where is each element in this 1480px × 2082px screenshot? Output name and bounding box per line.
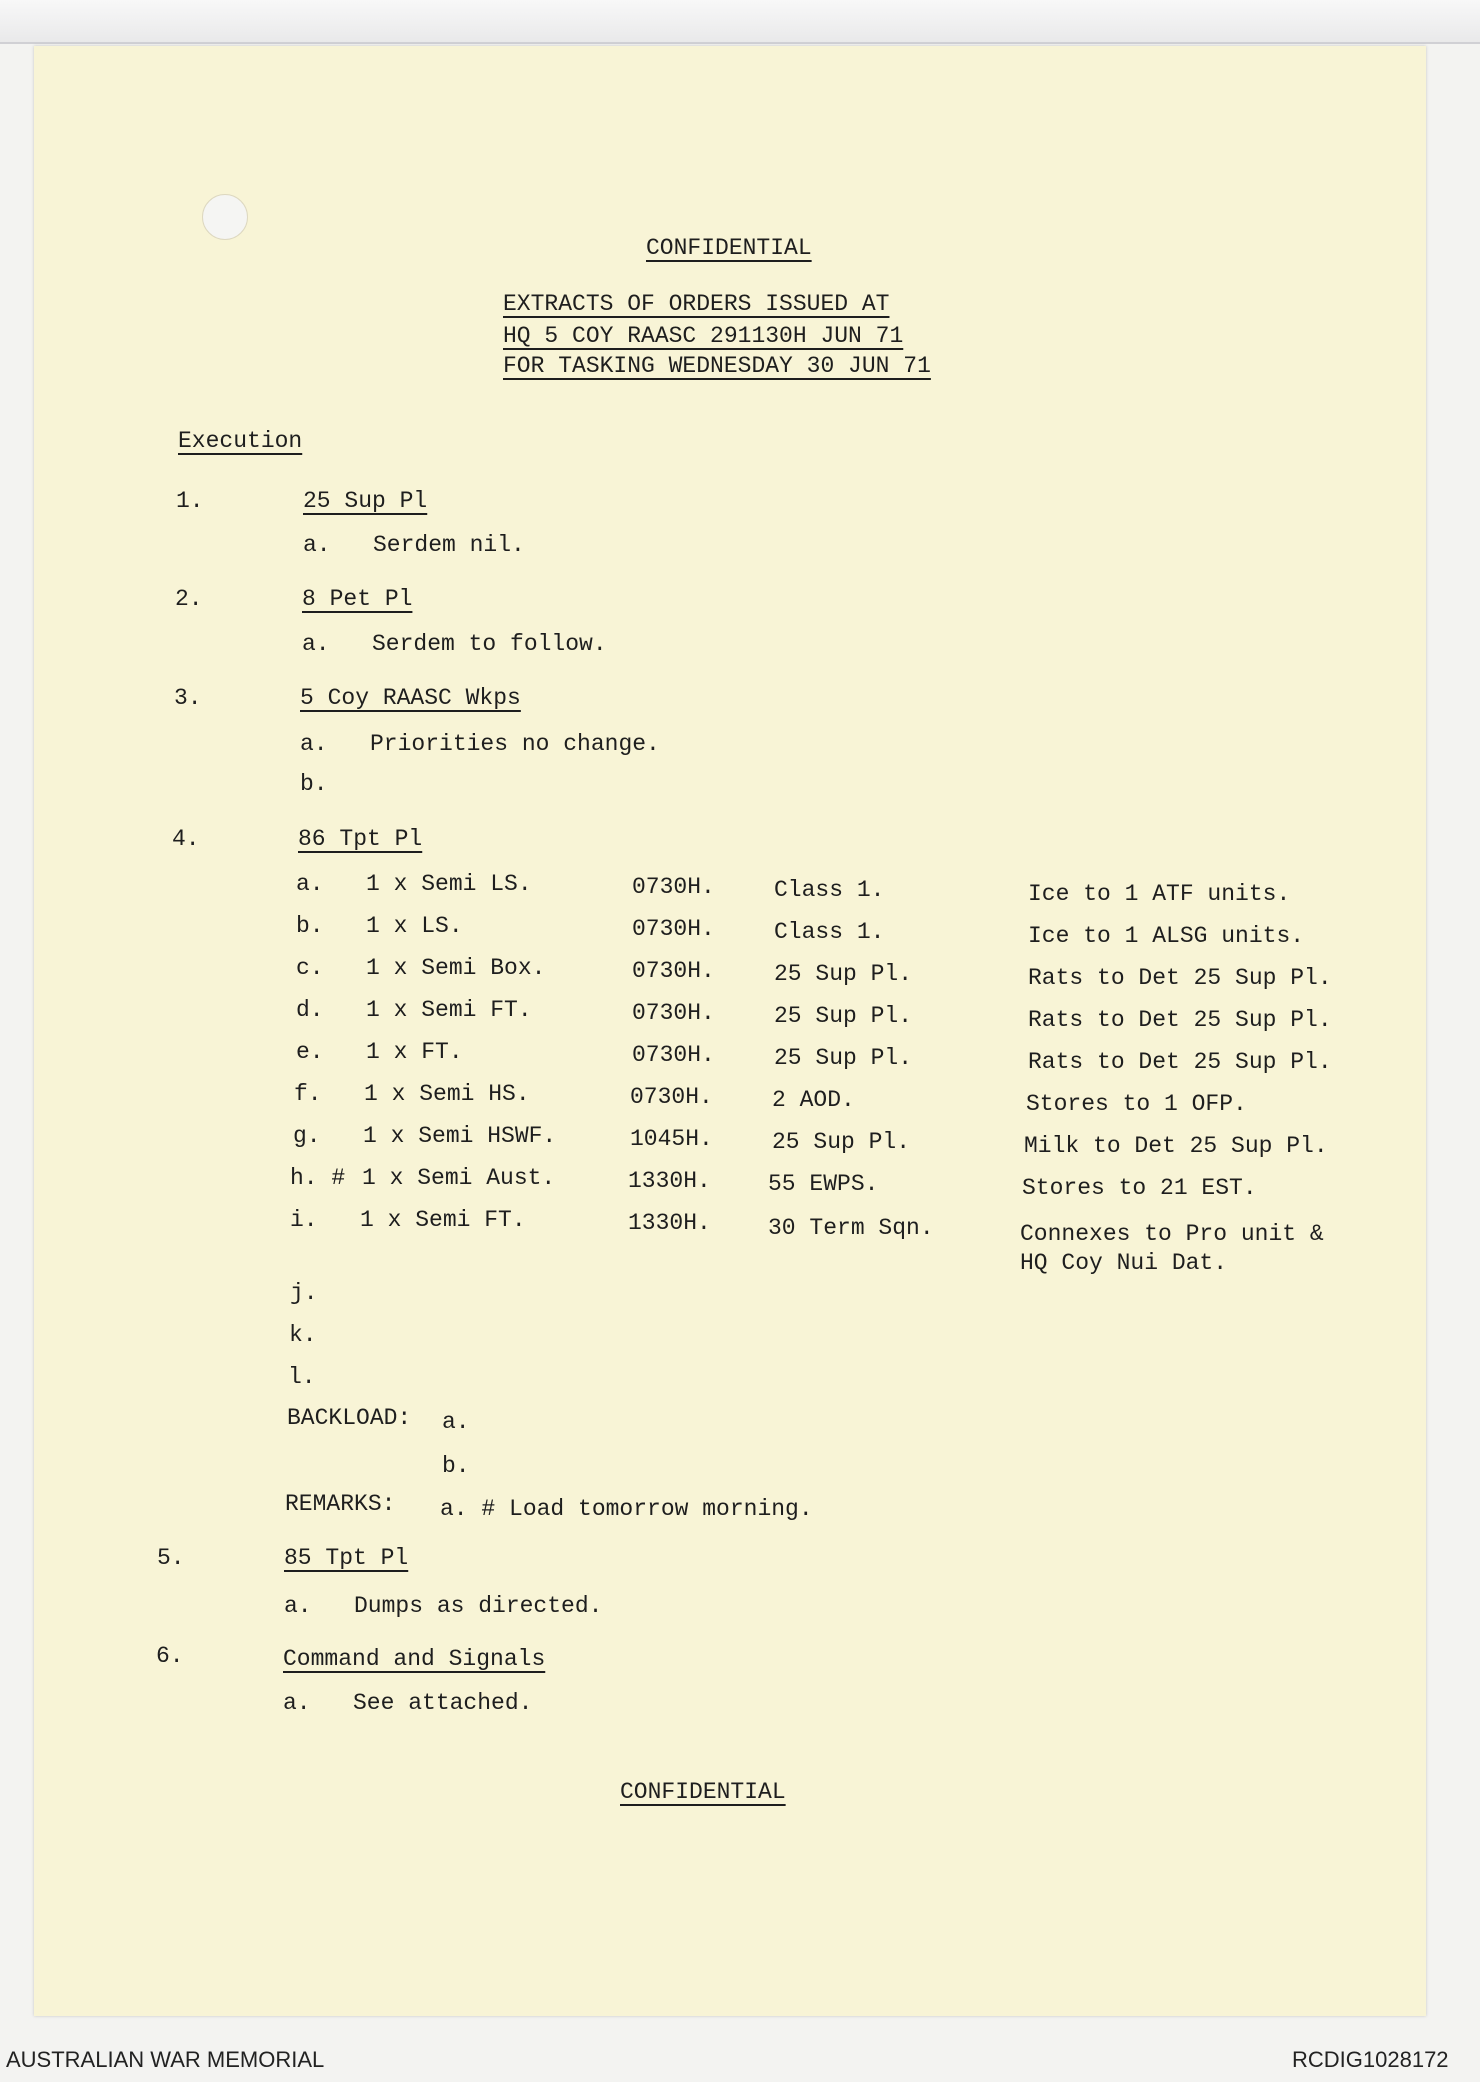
sub-text: Dumps as directed.	[354, 1593, 603, 1619]
task-time: 0730H.	[632, 958, 715, 984]
item-title: 85 Tpt Pl	[284, 1545, 409, 1571]
task-label: f.	[294, 1081, 322, 1107]
sub-label: a.	[300, 731, 328, 757]
task-label: i.	[290, 1207, 318, 1233]
task-source: 25 Sup Pl.	[774, 1045, 913, 1071]
task-time: 1330H.	[628, 1210, 711, 1236]
sub-label: a.	[303, 532, 331, 558]
backload-a: a.	[442, 1409, 470, 1435]
sub-text: Priorities no change.	[370, 731, 660, 757]
viewer-top-bar	[0, 0, 1480, 44]
remarks-text: a. # Load tomorrow morning.	[440, 1496, 813, 1522]
task-label: a.	[296, 871, 324, 897]
task-time: 0730H.	[630, 1084, 713, 1110]
task-source: Class 1.	[774, 877, 885, 903]
task-source: 2 AOD.	[772, 1087, 855, 1113]
item-number: 3.	[174, 685, 202, 711]
task-time: 0730H.	[632, 874, 715, 900]
punch-hole	[202, 194, 248, 240]
task-label: b.	[296, 913, 324, 939]
sub-label: b.	[300, 771, 328, 797]
task-description: Rats to Det 25 Sup Pl.	[1028, 1007, 1332, 1033]
task-label: d.	[296, 997, 324, 1023]
item-title: 8 Pet Pl	[302, 586, 413, 612]
section-heading: Execution	[178, 428, 303, 454]
backload-b: b.	[442, 1453, 470, 1479]
task-source: 30 Term Sqn.	[768, 1215, 934, 1241]
item-number: 5.	[157, 1545, 185, 1571]
item-number: 6.	[156, 1643, 184, 1669]
remarks-label: REMARKS:	[285, 1491, 396, 1517]
item-title: 86 Tpt Pl	[298, 826, 423, 852]
sub-text: Serdem to follow.	[372, 631, 607, 657]
header-line-2: HQ 5 COY RAASC 291130H JUN 71	[503, 323, 904, 349]
task-source: 25 Sup Pl.	[774, 961, 913, 987]
task-vehicle: 1 x FT.	[366, 1039, 463, 1065]
task-time: 0730H.	[632, 1042, 715, 1068]
item-title: 5 Coy RAASC Wkps	[300, 685, 521, 711]
sub-label: a.	[284, 1593, 312, 1619]
task-vehicle: 1 x Semi FT.	[366, 997, 532, 1023]
sub-text: Serdem nil.	[373, 532, 525, 558]
task-vehicle: 1 x Semi HSWF.	[363, 1123, 557, 1149]
task-source: 55 EWPS.	[768, 1171, 879, 1197]
item-title: Command and Signals	[283, 1646, 546, 1672]
sub-label: a.	[302, 631, 330, 657]
classification-top: CONFIDENTIAL	[646, 235, 812, 261]
footer-source: AUSTRALIAN WAR MEMORIAL	[6, 2047, 325, 2072]
footer-catalog-id: RCDIG1028172	[1292, 2047, 1449, 2072]
empty-label: j.	[290, 1280, 318, 1306]
task-label: g.	[293, 1123, 321, 1149]
empty-label: k.	[289, 1322, 317, 1348]
task-description: Connexes to Pro unit &	[1020, 1221, 1324, 1247]
task-label: e.	[296, 1039, 324, 1065]
task-description: Rats to Det 25 Sup Pl.	[1028, 1049, 1332, 1075]
task-vehicle: 1 x Semi HS.	[364, 1081, 530, 1107]
backload-label: BACKLOAD:	[287, 1405, 412, 1431]
task-vehicle: 1 x Semi Aust.	[362, 1165, 556, 1191]
task-description: Ice to 1 ATF units.	[1028, 881, 1291, 907]
sub-text: See attached.	[353, 1690, 533, 1716]
item-number: 1.	[176, 488, 204, 514]
header-line-1: EXTRACTS OF ORDERS ISSUED AT	[503, 291, 890, 317]
task-source: 25 Sup Pl.	[772, 1129, 911, 1155]
header-line-3: FOR TASKING WEDNESDAY 30 JUN 71	[503, 353, 931, 379]
task-label: h. #	[290, 1165, 346, 1191]
task-description-cont: HQ Coy Nui Dat.	[1020, 1250, 1228, 1276]
item-title: 25 Sup Pl	[303, 488, 428, 514]
task-vehicle: 1 x Semi Box.	[366, 955, 546, 981]
task-time: 1330H.	[628, 1168, 711, 1194]
task-description: Rats to Det 25 Sup Pl.	[1028, 965, 1332, 991]
item-number: 4.	[172, 826, 200, 852]
task-description: Stores to 21 EST.	[1022, 1175, 1257, 1201]
empty-label: l.	[288, 1364, 316, 1390]
item-number: 2.	[175, 586, 203, 612]
sub-label: a.	[283, 1690, 311, 1716]
task-time: 0730H.	[632, 916, 715, 942]
task-description: Ice to 1 ALSG units.	[1028, 923, 1305, 949]
task-vehicle: 1 x Semi LS.	[366, 871, 532, 897]
task-source: 25 Sup Pl.	[774, 1003, 913, 1029]
task-source: Class 1.	[774, 919, 885, 945]
task-label: c.	[296, 955, 324, 981]
task-description: Stores to 1 OFP.	[1026, 1091, 1247, 1117]
task-time: 1045H.	[630, 1126, 713, 1152]
task-vehicle: 1 x LS.	[366, 913, 463, 939]
task-description: Milk to Det 25 Sup Pl.	[1024, 1133, 1328, 1159]
task-time: 0730H.	[632, 1000, 715, 1026]
classification-bottom: CONFIDENTIAL	[620, 1779, 786, 1805]
task-vehicle: 1 x Semi FT.	[360, 1207, 526, 1233]
